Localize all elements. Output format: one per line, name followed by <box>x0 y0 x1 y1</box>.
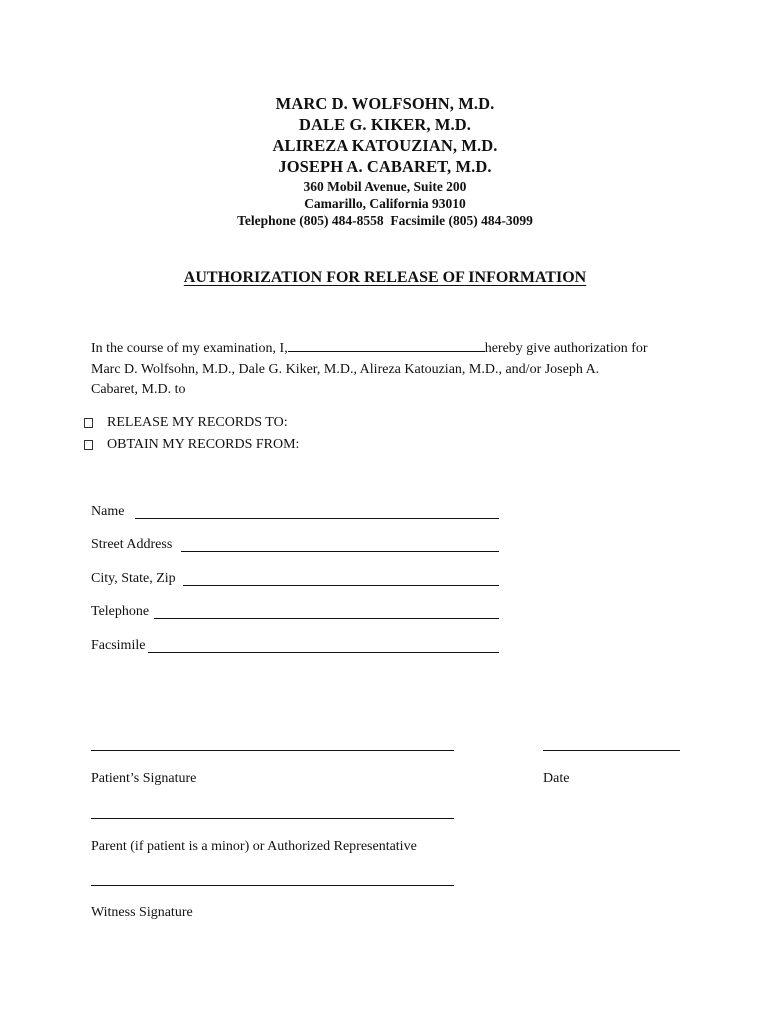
intro-paragraph <box>91 338 691 401</box>
address-line-1: 360 Mobil Avenue, Suite 200 <box>303 179 467 194</box>
parent-signature-label: Parent (if patient is a minor) or Authorized Representative <box>91 839 417 854</box>
obtain-records-label: OBTAIN MY RECORDS FROM: <box>107 437 300 452</box>
name-label: Name <box>91 504 125 519</box>
intro-text-before: In the course of my examination, I, <box>91 341 288 356</box>
street-address-field[interactable] <box>181 551 499 552</box>
form-title: AUTHORIZATION FOR RELEASE OF INFORMATION <box>183 269 587 286</box>
intro-line-3: Cabaret, M.D. to <box>91 382 186 397</box>
city-state-zip-field[interactable] <box>183 585 499 586</box>
release-records-option[interactable] <box>84 414 288 432</box>
patient-signature-label: Patient’s Signature <box>91 771 197 786</box>
doctor-name: JOSEPH A. CABARET, M.D. <box>278 157 492 176</box>
address-line-2: Camarillo, California 93010 <box>304 196 466 211</box>
obtain-records-option[interactable] <box>84 436 299 454</box>
doctor-name: ALIREZA KATOUZIAN, M.D. <box>272 136 498 155</box>
street-address-label: Street Address <box>91 537 173 552</box>
contact-line: Telephone (805) 484-8558 Facsimile (805) 484-3099 <box>237 213 533 228</box>
doctor-name: MARC D. WOLFSOHN, M.D. <box>275 94 495 113</box>
intro-line-2: Marc D. Wolfsohn, M.D., Dale G. Kiker, M.D., Alireza Katouzian, M.D., and/or Joseph A. <box>91 361 600 377</box>
facsimile-field[interactable] <box>148 652 499 653</box>
witness-signature-label: Witness Signature <box>91 905 193 920</box>
witness-signature-line[interactable] <box>91 885 454 886</box>
city-state-zip-label: City, State, Zip <box>91 571 176 586</box>
telephone-label: Telephone <box>91 604 150 619</box>
date-line[interactable] <box>543 750 680 751</box>
facsimile-label: Facsimile <box>91 638 146 653</box>
patient-name-blank[interactable] <box>288 338 485 352</box>
release-records-label: RELEASE MY RECORDS TO: <box>107 415 288 430</box>
name-field[interactable] <box>135 518 499 519</box>
doctor-name: DALE G. KIKER, M.D. <box>299 115 471 134</box>
release-records-checkbox[interactable] <box>84 418 93 428</box>
intro-line-1 <box>91 338 691 360</box>
parent-signature-line[interactable] <box>91 818 454 819</box>
patient-signature-line[interactable] <box>91 750 454 751</box>
obtain-records-checkbox[interactable] <box>84 440 93 450</box>
date-label: Date <box>543 771 570 786</box>
letterhead <box>0 93 770 229</box>
telephone-field[interactable] <box>154 618 499 619</box>
intro-text-after: hereby give authorization for <box>484 341 648 356</box>
